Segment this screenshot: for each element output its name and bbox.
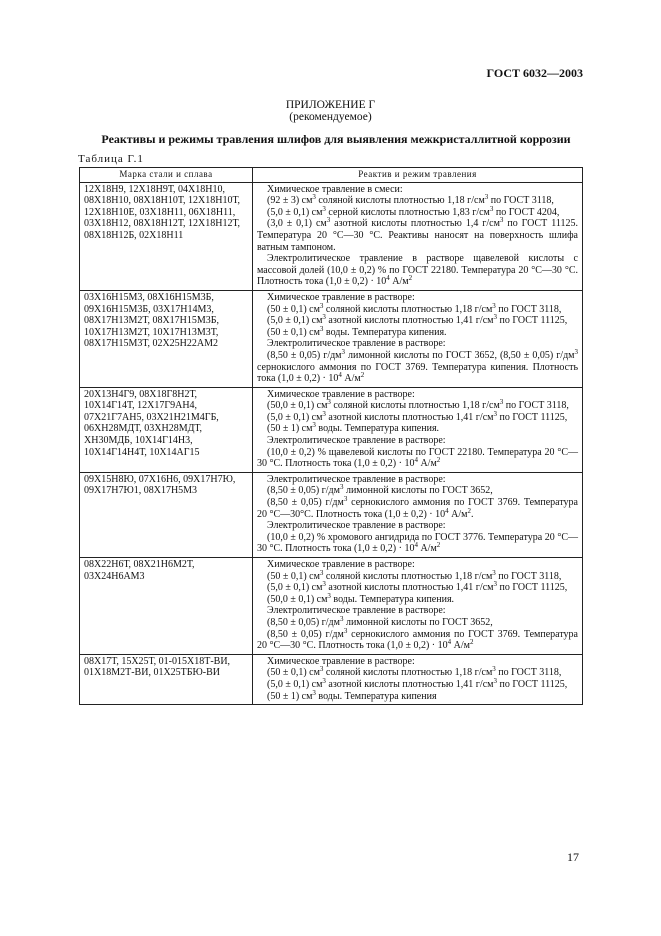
reagent-line: (8,50 ± 0,05) $г/дм^3$ сернокислого аммония по ГОСТ 3769. Температура 20 °С—30°С. Плотность тока $(1,0 \pm 0,2) \cdot 10^4$ $А/м^2$. xyxy=(257,495,579,520)
reagent-line: (8,50 ± 0,05) $г/дм^3$ лимонной кислоты по ГОСТ 3652, xyxy=(267,614,493,628)
reagent-line: (5,0 ± 0,1) $см^3$ азотной кислоты плотностью 1,41 $г/см^3$ по ГОСТ 11125, xyxy=(267,313,568,327)
steel-grades-cell: 20Х13Н4Г9, 08Х18Г8Н2Т, 10Х14Г14Т, 12Х17Г9АН4, 07Х21Г7АН5, 03Х21Н21М4ГБ, 06ХН28МДТ, 03ХН28МДТ, ХН30МДБ, 10Х14Г14Н3, 10Х14Г14Н4Т, 10Х14АГ15 xyxy=(80,387,253,472)
reagent-line: (50 ± 1) $см^3$ воды. Температура кипения. xyxy=(267,421,440,435)
table-label: Таблица Г.1 xyxy=(78,153,144,165)
reagent-line: (50 ± 1) $см^3$ воды. Температура кипения xyxy=(267,688,437,702)
reagent-line: (92 ± 3) $см^3$ соляной кислоты плотностью 1,18 $г/см^3$ по ГОСТ 3118, xyxy=(267,193,554,207)
reagent-line: Химическое травление в смеси: xyxy=(267,183,403,195)
reagent-line: (8,50 ± 0,05) $г/дм^3$ сернокислого аммония по ГОСТ 3769. Температура 20 °С—30 °С. Плотность тока $(1,0 \pm 0,2) \cdot 10^4$ $А/м^2$ xyxy=(257,626,579,652)
appendix-block xyxy=(0,99,661,123)
reagent-line: (50 ± 0,1) $см^3$ соляной кислоты плотностью 1,18 $г/см^3$ по ГОСТ 3118, xyxy=(267,301,562,315)
reagent-cell xyxy=(253,472,583,557)
reagent-line: (8,50 ± 0,05) $г/дм^3$ лимонной кислоты по ГОСТ 3652, xyxy=(267,483,493,497)
reagent-line: (50,0 ± 0,1) $см^3$ соляной кислоты плотностью 1,18 $г/см^3$ по ГОСТ 3118, xyxy=(267,398,569,412)
steel-grades-cell: 08Х17Т, 15Х25Т, 01-015Х18Т-ВИ, 01Х18М2Т-ВИ, 01Х25ТБЮ-ВИ xyxy=(80,654,253,704)
steel-grades-cell: 12Х18Н9, 12Х18Н9Т, 04Х18Н10, 08Х18Н10, 08Х18Н10Т, 12Х18Н10Т, 12Х18Н10Е, 03Х18Н11, 06Х18Н11, 03Х18Н12, 08Х18Н12Т, 12Х18Н12Т, 08Х18Н12Б, 02Х18Н11 xyxy=(80,182,253,290)
table-row xyxy=(80,290,583,387)
reagent-cell xyxy=(253,182,583,290)
reagent-line: (10,0 ± 0,2) % хромового ангидрида по ГОСТ 3776. Температура 20 °С—30 °С. Плотность тока $(1,0 \pm 0,2) \cdot 10^4$ $А/м^2$ xyxy=(257,531,578,555)
reagent-line: Электролитическое травление в растворе: xyxy=(267,338,446,350)
reagent-line: (10,0 ± 0,2) % щавелевой кислоты по ГОСТ 22180. Температура 20 °С—30 °С. Плотность тока $(1,0 \pm 0,2) \cdot 10^4$ $А/м^2$ xyxy=(257,446,578,470)
reagent-line: Электролитическое травление в растворе: xyxy=(267,435,446,447)
reagent-line: (5,0 ± 0,1) $см^3$ азотной кислоты плотностью 1,41 $г/см^3$ по ГОСТ 11125, xyxy=(267,676,568,690)
reagent-line: (5,0 ± 0,1) $см^3$ азотной кислоты плотностью 1,41 $г/см^3$ по ГОСТ 11125, xyxy=(267,409,568,423)
reagent-line: Химическое травление в растворе: xyxy=(267,291,415,303)
reagent-line: Электролитическое травление в растворе щавелевой кислоты с массовой долей (10,0 ± 0,2) % по ГОСТ 22180. Температура 20 °С—30 °С. Плотность тока $(1,0 \pm 0,2) \cdot 10^4$ $А/м^2$ xyxy=(257,253,578,288)
reagent-line: Электролитическое травление в растворе: xyxy=(267,605,446,617)
appendix-note: (рекомендуемое) xyxy=(289,111,372,123)
reagent-line: Химическое травление в растворе: xyxy=(267,655,415,667)
etching-table xyxy=(79,167,583,705)
reagent-line: Электролитическое травление в растворе: xyxy=(267,520,446,532)
reagent-cell xyxy=(253,290,583,387)
table-header-row xyxy=(80,168,583,183)
table-row xyxy=(80,387,583,472)
section-heading: Реактивы и режимы травления шлифов для выявления межкристаллитной коррозии xyxy=(101,132,571,146)
table-body xyxy=(80,182,583,705)
steel-grades-cell: 03Х16Н15М3, 08Х16Н15М3Б, 09Х16Н15М3Б, 03Х17Н14М3, 08Х17Н13М2Т, 08Х17Н15М3Б, 10Х17Н13М2Т, 10Х17Н13М3Т, 08Х17Н15М3Т, 02Х25Н22АМ2 xyxy=(80,290,253,387)
reagent-line: Электролитическое травление в растворе: xyxy=(267,473,446,485)
table-row xyxy=(80,182,583,290)
reagent-cell xyxy=(253,558,583,655)
reagent-cell xyxy=(253,387,583,472)
reagent-line: (50 ± 0,1) $см^3$ воды. Температура кипения. xyxy=(267,324,447,338)
reagent-line: (5,0 ± 0,1) $см^3$ серной кислоты плотностью 1,83 $г/см^3$ по ГОСТ 4204, xyxy=(267,204,560,218)
reagent-line: Химическое травление в растворе: xyxy=(267,388,415,400)
table-row xyxy=(80,654,583,704)
steel-grades-cell: 08Х22Н6Т, 08Х21Н6М2Т, 03Х24Н6АМ3 xyxy=(80,558,253,655)
table-row xyxy=(80,558,583,655)
steel-grades-cell: 09Х15Н8Ю, 07Х16Н6, 09Х17Н7Ю, 09Х17Н7Ю1, 08Х17Н5М3 xyxy=(80,472,253,557)
reagent-line: (3,0 ± 0,1) $см^3$ азотной кислоты плотностью 1,4 $г/см^3$ по ГОСТ 11125. Температура 20 °С—30 °С. Реактивы наносят на поверхность шлифа ватным тампоном. xyxy=(257,216,578,253)
reagent-line: Химическое травление в растворе: xyxy=(267,559,415,570)
reagent-line: (8,50 ± 0,05) $г/дм^3$ лимонной кислоты по ГОСТ 3652, (8,50 ± 0,05) $г/дм^3$ сернокислого аммония по ГОСТ 3769. Температура кипения. Плотность тока $(1,0 \pm 0,2) \cdot 10^4$ $А/м^2$ xyxy=(257,347,578,385)
reagent-line: (5,0 ± 0,1) $см^3$ азотной кислоты плотностью 1,41 $г/см^3$ по ГОСТ 11125, xyxy=(267,580,568,594)
column-header-grade: Марка стали и сплава xyxy=(80,168,253,183)
reagent-line: (50 ± 0,1) $см^3$ соляной кислоты плотностью 1,18 $г/см^3$ по ГОСТ 3118, xyxy=(267,568,562,582)
reagent-cell xyxy=(253,654,583,704)
reagent-line: (50,0 ± 0,1) $см^3$ воды. Температура кипения. xyxy=(267,591,455,605)
page-number: 17 xyxy=(567,850,579,864)
column-header-reagent: Реактив и режим травления xyxy=(253,168,583,183)
reagent-line: (50 ± 0,1) $см^3$ соляной кислоты плотностью 1,18 $г/см^3$ по ГОСТ 3118, xyxy=(267,665,562,679)
document-code: ГОСТ 6032—2003 xyxy=(486,66,583,80)
appendix-title: ПРИЛОЖЕНИЕ Г xyxy=(285,99,376,111)
table-row xyxy=(80,472,583,557)
